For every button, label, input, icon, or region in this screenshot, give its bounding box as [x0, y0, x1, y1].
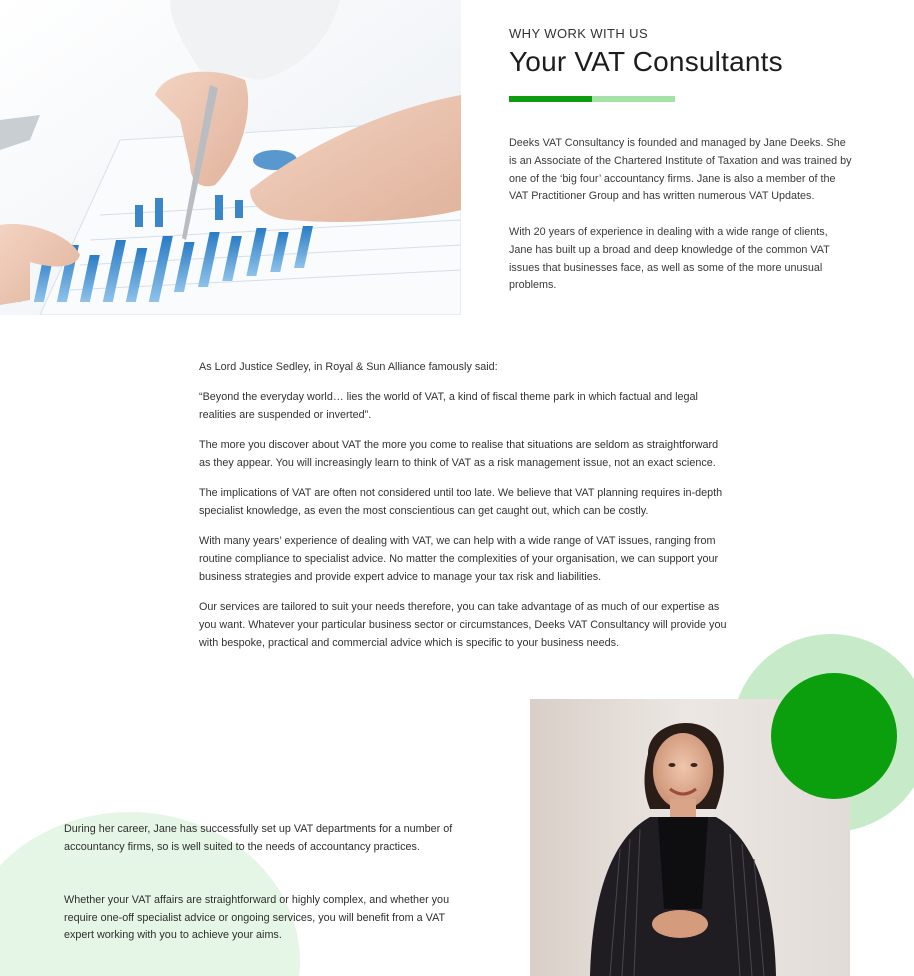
- bottom-paragraph: Whether your VAT affairs are straightforward or highly complex, and whether you require one-off specialist advice or ongoing services, you will benefit from a VAT expert working with you to achieve your aims.: [64, 894, 450, 942]
- body-paragraph: As Lord Justice Sedley, in Royal & Sun Alliance famously said:: [199, 361, 498, 373]
- page-title: Your VAT Consultants: [509, 46, 783, 77]
- bottom-paragraph: During her career, Jane has successfully set up VAT departments for a number of accountancy firms, so is well suited to the needs of accountancy practices.: [64, 823, 453, 853]
- body-paragraph: The more you discover about VAT the more you come to realise that situations are seldom as straightforward as they appear. You will increasingly learn to think of VAT as a risk management issue, not an exact science.: [199, 439, 719, 469]
- intro-paragraph: With 20 years of experience in dealing with a wide range of clients, Jane has built up a broad and deep knowledge of the common VAT issues that businesses face, as well as some of the more unusual problems.: [509, 226, 830, 292]
- accent-bar-light-segment: [592, 96, 675, 102]
- body-paragraph: With many years’ experience of dealing with VAT, we can help with a wide range of VAT issues, ranging from routine compliance to specialist advice. No matter the complexities of your organisation, we can support your business strategies and provide expert advice to manage your tax risk and liabilities.: [199, 535, 719, 583]
- quote-paragraph: “Beyond the everyday world… lies the world of VAT, a kind of fiscal theme park in which factual and legal realities are suspended or inverted”.: [199, 391, 698, 421]
- body-text-column: [199, 358, 729, 664]
- decorative-circle-dark: [771, 673, 897, 799]
- title-accent-bar: [509, 96, 675, 102]
- intro-paragraph: Deeks VAT Consultancy is founded and managed by Jane Deeks. She is an Associate of the Chartered Institute of Taxation and was trained by one of the ‘big four’ accountancy firms. Jane is also a member of the VAT Practitioner Group and has written numerous VAT Updates.: [509, 137, 852, 203]
- section-eyebrow: WHY WORK WITH US: [509, 26, 649, 41]
- accent-bar-dark-segment: [509, 96, 592, 102]
- body-paragraph: Our services are tailored to suit your needs therefore, you can take advantage of as much of our expertise as you want. Whatever your particular business sector or circumstances, Deeks VAT Consultancy will provide you with bespoke, practical and commercial advice which is specific to your business needs.: [199, 601, 727, 649]
- body-paragraph: The implications of VAT are often not considered until too late. We believe that VAT planning requires in-depth specialist knowledge, as even the most conscientious can get caught out, which can be costly.: [199, 487, 723, 517]
- hero-chart-photo: [0, 0, 461, 315]
